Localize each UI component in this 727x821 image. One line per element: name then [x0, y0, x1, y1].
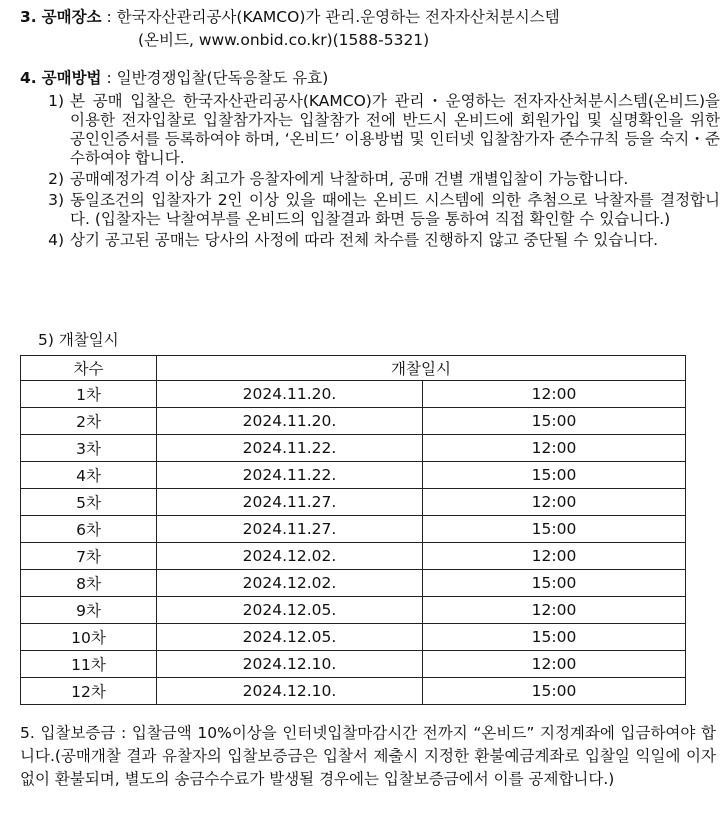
round-cell: 9차	[21, 597, 157, 624]
item-number: 1)	[48, 92, 64, 110]
item-text: 동일조건의 입찰자가 2인 이상 있을 때에는 온비드 시스템에 의한 추첨으로 낙찰자를 결정합니다. (입찰자는 낙찰여부를 온비드의 입찰결과 화면 등을 통하여 직접 확인할 수 있습니다.)	[70, 191, 720, 228]
table-row	[21, 408, 686, 435]
section-title: 공매방법	[41, 69, 102, 87]
date-cell: 2024.12.05.	[157, 597, 423, 624]
time-cell: 15:00	[423, 570, 686, 597]
date-cell: 2024.11.20.	[157, 381, 423, 408]
item-number: 2)	[48, 170, 64, 188]
round-cell: 10차	[21, 624, 157, 651]
round-cell: 1차	[21, 381, 157, 408]
section-number: 5.	[20, 724, 35, 742]
round-cell: 3차	[21, 435, 157, 462]
time-cell: 12:00	[423, 651, 686, 678]
section-number: 4.	[20, 69, 37, 87]
table-row	[21, 489, 686, 516]
section-5-text: 입찰금액 10%이상을 인터넷입찰마감시간 전까지 “온비드” 지정계좌에 입금하여야 합니다.(공매개찰 결과 유찰자의 입찰보증금은 입찰서 제출시 지정한 환불예금계좌로 입찰일 익일에 이자 없이 환불되며, 별도의 송금수수료가 발생될 경우에는 입찰보증금에서 이를 공제합니다.)	[20, 724, 716, 788]
date-cell: 2024.12.02.	[157, 570, 423, 597]
table-row	[21, 678, 686, 705]
list-item	[20, 191, 720, 229]
colon: :	[115, 724, 132, 742]
time-cell: 15:00	[423, 624, 686, 651]
time-cell: 15:00	[423, 678, 686, 705]
time-cell: 12:00	[423, 381, 686, 408]
table-header-row	[21, 356, 686, 381]
date-cell: 2024.12.05.	[157, 624, 423, 651]
section-5	[20, 722, 716, 791]
item-text: 상기 공고된 공매는 당사의 사정에 따라 전체 차수를 진행하지 않고 중단될 수 있습니다.	[70, 231, 659, 249]
date-cell: 2024.12.10.	[157, 678, 423, 705]
round-cell: 11차	[21, 651, 157, 678]
table-row	[21, 381, 686, 408]
date-cell: 2024.12.02.	[157, 543, 423, 570]
time-cell: 12:00	[423, 597, 686, 624]
date-cell: 2024.11.27.	[157, 516, 423, 543]
section-4-text: 일반경쟁입찰(단독응찰도 유효)	[116, 69, 329, 87]
round-cell: 5차	[21, 489, 157, 516]
item-number: 3)	[48, 191, 64, 209]
table-row	[21, 651, 686, 678]
header-opening-datetime: 개찰일시	[157, 356, 686, 381]
schedule-body	[21, 381, 686, 705]
date-cell: 2024.11.27.	[157, 489, 423, 516]
round-cell: 12차	[21, 678, 157, 705]
item-number: 4)	[48, 231, 64, 249]
section-title: 입찰보증금	[40, 724, 116, 742]
table-row	[21, 435, 686, 462]
round-cell: 4차	[21, 462, 157, 489]
time-cell: 15:00	[423, 408, 686, 435]
section-3	[20, 6, 720, 52]
schedule-table	[20, 355, 686, 705]
round-cell: 6차	[21, 516, 157, 543]
section-4-heading	[20, 67, 720, 90]
item-text: 본 공매 입찰은 한국자산관리공사(KAMCO)가 관리・운영하는 전자자산처분시스템(온비드)을 이용한 전자입찰로 입찰참가자는 입찰참가 전에 반드시 온비드에 회원가입 및 실명확인을 위한 공인인증서를 등록하여야 하며, ‘온비드’ 이용방법 및 인터넷 입찰참가자 준수규칙 등을 숙지・준수하여야 합니다.	[70, 92, 720, 167]
time-cell: 15:00	[423, 462, 686, 489]
colon: :	[101, 69, 117, 87]
list-item	[20, 231, 720, 250]
table-row	[21, 516, 686, 543]
date-cell: 2024.12.10.	[157, 651, 423, 678]
round-cell: 2차	[21, 408, 157, 435]
table-row	[21, 543, 686, 570]
item-5-label: 5) 개찰일시	[38, 331, 119, 349]
table-row	[21, 462, 686, 489]
table-row	[21, 624, 686, 651]
time-cell: 12:00	[423, 489, 686, 516]
time-cell: 12:00	[423, 543, 686, 570]
section-title: 공매장소	[41, 8, 102, 26]
round-cell: 8차	[21, 570, 157, 597]
section-3-text-line1: 한국자산관리공사(KAMCO)가 관리.운영하는 전자자산처분시스템	[116, 8, 560, 26]
date-cell: 2024.11.22.	[157, 462, 423, 489]
section-3-text-line2: (온비드, www.onbid.co.kr)(1588-5321)	[138, 31, 430, 49]
item-text: 공매예정가격 이상 최고가 응찰자에게 낙찰하며, 공매 건별 개별입찰이 가능합니다.	[70, 170, 629, 188]
date-cell: 2024.11.20.	[157, 408, 423, 435]
time-cell: 12:00	[423, 435, 686, 462]
table-row	[21, 570, 686, 597]
round-cell: 7차	[21, 543, 157, 570]
time-cell: 15:00	[423, 516, 686, 543]
section-3-line1	[20, 6, 720, 29]
table-row	[21, 597, 686, 624]
section-number: 3.	[20, 8, 37, 26]
list-item	[20, 170, 720, 189]
list-item	[20, 92, 720, 168]
date-cell: 2024.11.22.	[157, 435, 423, 462]
section-4-items	[20, 92, 720, 252]
header-round: 차수	[21, 356, 157, 381]
colon: :	[101, 8, 117, 26]
